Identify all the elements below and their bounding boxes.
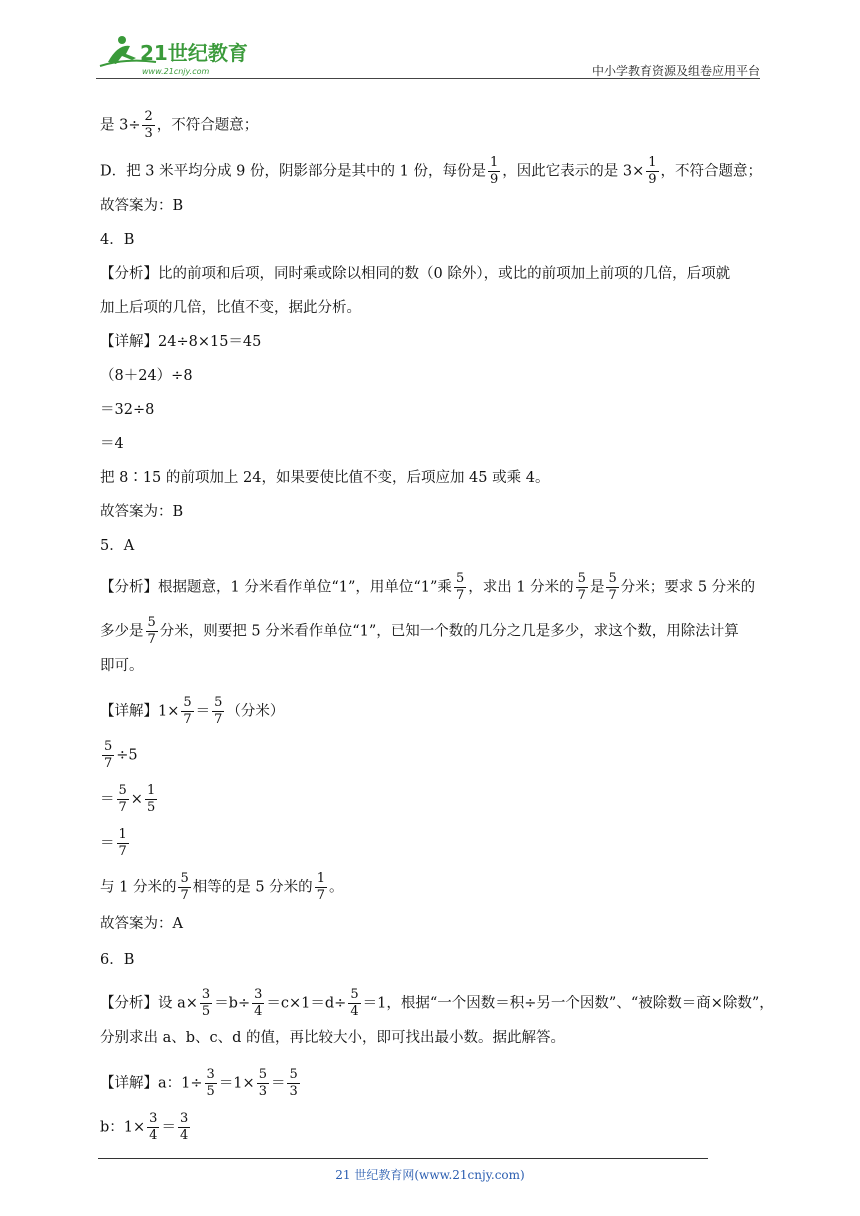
fraction: $\frac{1}{7}$ <box>118 827 127 859</box>
header-platform-text: 中小学教育资源及组卷应用平台 <box>591 64 760 78</box>
text-line: 故答案为：B <box>100 504 184 520</box>
fraction: $\frac{3}{4}$ <box>254 987 263 1019</box>
fraction: $\frac{5}{7}$ <box>183 695 192 727</box>
text-line: 故答案为：B <box>100 198 184 214</box>
fraction: $\frac{5}{7}$ <box>180 871 189 903</box>
fraction: $\frac{5}{7}$ <box>147 615 156 647</box>
text-line: ＝32÷8 <box>100 402 155 418</box>
text-line: （8＋24）÷8 <box>100 368 193 384</box>
text-line: ＝4 <box>100 436 124 452</box>
text-line: 是 3÷ $\frac{2}{3}$ ，不符合题意； <box>100 109 259 141</box>
fraction: $\frac{1}{5}$ <box>146 783 156 815</box>
fraction: $\frac{2}{3}$ <box>144 109 153 141</box>
fraction: $\frac{1}{9}$ <box>489 155 499 187</box>
fraction: $\frac{5}{7}$ <box>455 571 465 603</box>
fraction: $\frac{5}{7}$ <box>214 695 223 727</box>
fraction: $\frac{3}{5}$ <box>206 1067 215 1099</box>
svg-text:21世纪教育: 21世纪教育 <box>140 41 248 65</box>
text-line: 【详解】24÷8×15＝45 <box>100 334 262 350</box>
question-number: 5．A <box>100 538 135 554</box>
text-line: $\frac{5}{7}$ ÷5 <box>104 739 138 771</box>
text-line: ＝ $\frac{5}{7}$ × $\frac{1}{5}$ <box>100 783 156 815</box>
fraction: $\frac{3}{4}$ <box>179 1111 189 1143</box>
text-line: b：1× $\frac{3}{4}$ ＝ $\frac{3}{4}$ <box>100 1111 189 1143</box>
question-number: 6．B <box>100 952 135 968</box>
fraction: $\frac{5}{7}$ <box>608 571 617 603</box>
fraction: $\frac{5}{7}$ <box>118 783 127 815</box>
header-divider <box>96 78 760 79</box>
fraction: $\frac{3}{4}$ <box>149 1111 158 1143</box>
text-line: 分别求出 a、b、c、d 的值，再比较大小，即可找出最小数。据此解答。 <box>100 1030 566 1046</box>
text-line: 【详解】a：1÷ $\frac{3}{5}$ ＝1× $\frac{5}{3}$ ＝ $\frac{5}{3}$ <box>100 1067 298 1099</box>
fraction: $\frac{5}{3}$ <box>289 1067 298 1099</box>
footer-divider <box>98 1158 708 1159</box>
text-line: 【分析】设 a× $\frac{3}{5}$ ＝b÷ $\frac{3}{4}$ ＝c×1＝d÷ $\frac{5}{4}$ ＝1，根据“一个因数＝积÷另一个因数”、“被除数＝商×除数”， <box>100 987 774 1019</box>
text-line: 把 8∶15 的前项加上 24，如果要使比值不变，后项应加 45 或乘 4。 <box>100 470 550 486</box>
text-line: 故答案为：A <box>100 916 183 932</box>
fraction: $\frac{5}{7}$ <box>104 739 113 771</box>
fraction: $\frac{3}{5}$ <box>201 987 211 1019</box>
text-line: D．把 3 米平均分成 9 份，阴影部分是其中的 1 份，每份是 $\frac{1}{9}$ ，因此它表示的是 3× $\frac{1}{9}$ ，不符合题意； <box>100 155 763 187</box>
site-logo <box>96 32 266 76</box>
fraction: $\frac{5}{3}$ <box>258 1067 267 1099</box>
page-header <box>96 28 760 80</box>
text-line: 【分析】根据题意，1 分米看作单位“1”，用单位“1”乘 $\frac{5}{7}$ ，求出 1 分米的 $\frac{5}{7}$ 是 $\frac{5}{7}$ 分米；要求 5 分米的 <box>100 571 756 603</box>
footer-link[interactable]: 21 世纪教育网(www.21cnjy.com) <box>335 1168 525 1182</box>
fraction: $\frac{5}{7}$ <box>577 571 586 603</box>
text-line: 多少是 $\frac{5}{7}$ 分米，则要把 5 分米看作单位“1”，已知一个数的几分之几是多少，求这个数，用除法计算 <box>100 615 739 647</box>
fraction: $\frac{1}{9}$ <box>648 155 657 187</box>
text-line: ＝ $\frac{1}{7}$ <box>100 827 127 859</box>
text-line: 【分析】比的前项和后项，同时乘或除以相同的数（0 除外），或比的前项加上前项的几倍，后项就 <box>100 266 731 282</box>
text-line: 与 1 分米的 $\frac{5}{7}$ 相等的是 5 分米的 $\frac{1}{7}$ 。 <box>100 871 344 903</box>
fraction: $\frac{5}{4}$ <box>350 987 359 1019</box>
text-line: 即可。 <box>100 658 144 674</box>
fraction: $\frac{1}{7}$ <box>316 871 325 903</box>
text-line: 加上后项的几倍，比值不变，据此分析。 <box>100 300 361 316</box>
svg-text:www.21cnjy.com: www.21cnjy.com <box>142 67 210 76</box>
text-line: 【详解】1× $\frac{5}{7}$ ＝ $\frac{5}{7}$ （分米） <box>100 695 285 727</box>
question-number: 4．B <box>100 232 135 248</box>
